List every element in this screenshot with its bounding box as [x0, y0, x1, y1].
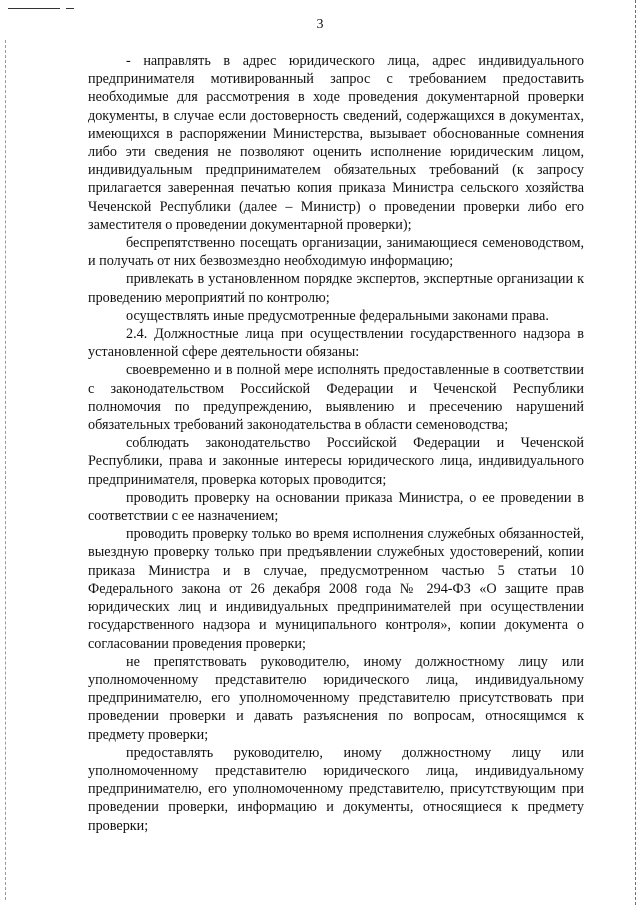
paragraph: - направлять в адрес юридического лица, адрес индивидуального предпринимателя мотивированный запрос с требованием предоставить необходимые для рассмотрения в ходе проведения документарной проверки документы, в случае если достоверность сведений, содержащихся в документах, имеющихся в распоряжении Министерства, вызывает обоснованные сомнения либо эти сведения не позволяют оценить исполнение юридическим лицом, индивидуальным предпринимателем обязательных требований (к запросу прилагается заверенная печатью копия приказа Министра сельского хозяйства Чеченской Республики (далее – Министр) о проведении проверки либо его заместителя о проведении документарной проверки); — [88, 53, 584, 233]
paragraph: соблюдать законодательство Российской Федерации и Чеченской Республики, права и законные интересы юридического лица, индивидуального предпринимателя, проверка которых проводится; — [88, 435, 584, 488]
paragraph: своевременно и в полной мере исполнять предоставленные в соответствии с законодательством Российской Федерации и Чеченской Республики полномочия по предупреждению, выявлению и пресечению нарушений обязательных требований законодательства в области семеноводства; — [88, 362, 584, 434]
paragraph: 2.4. Должностные лица при осуществлении государственного надзора в установленной сфере деятельности обязаны: — [88, 326, 584, 361]
paragraph: не препятствовать руководителю, иному должностному лицу или уполномоченному представителю юридического лица, индивидуальному предпринимателю, его уполномоченному представителю присутствовать при проведении проверки и давать разъяснения по вопросам, относящимся к предмету проверки; — [88, 653, 584, 743]
paragraph: привлекать в установленном порядке экспертов, экспертные организации к проведению мероприятий по контролю; — [88, 271, 584, 306]
paragraph: беспрепятственно посещать организации, занимающиеся семеноводством, и получать от них безвозмездно необходимую информацию; — [88, 235, 584, 270]
document-body — [88, 52, 584, 835]
paragraph: проводить проверку на основании приказа Министра, о ее проведении в соответствии с ее назначением; — [88, 489, 584, 525]
paragraph: проводить проверку только во время исполнения служебных обязанностей, выездную проверку только при предъявлении служебных удостоверений, копии приказа Министра и в случае, предусмотренном частью 5 статьи 10 Федерального закона от 26 декабря 2008 года № 294-ФЗ «О защите прав юридических лиц и индивидуальных предпринимателей при осуществлении государственного надзора и муниципального контроля», копии документа о согласовании проведения проверки; — [88, 526, 584, 652]
scan-artifact-line — [8, 8, 60, 9]
scan-edge-left — [5, 40, 6, 900]
page-number: 3 — [316, 17, 324, 32]
paragraph: предоставлять руководителю, иному должностному лицу или уполномоченному представителю юридического лица, индивидуальному предпринимателю, его уполномоченному представителю, присутствующим при проведении проверки, информацию и документы, относящиеся к предмету проверки; — [88, 744, 584, 834]
scan-artifact-line — [66, 8, 74, 9]
paragraph: осуществлять иные предусмотренные федеральными законами права. — [126, 307, 549, 324]
scan-edge-right — [635, 0, 636, 905]
